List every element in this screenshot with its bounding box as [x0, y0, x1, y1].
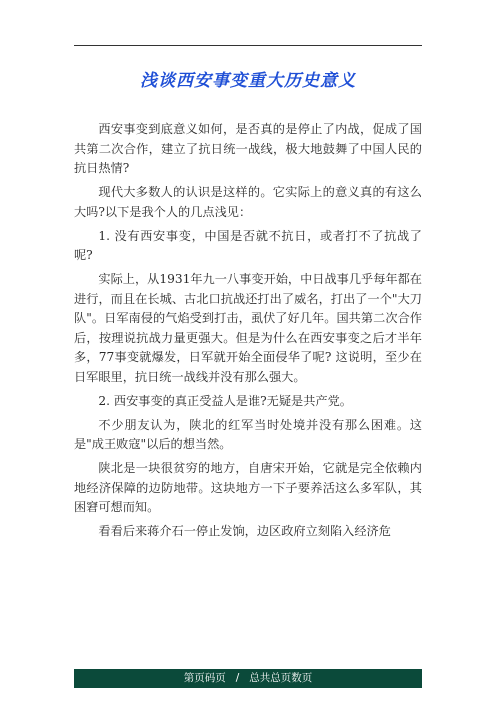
header-rule: [74, 45, 422, 46]
paragraph: 陕北是一块很贫穷的地方，自唐宋开始，它就是完全依赖内地经济保障的边防地带。这块地方一下子要养活这么多军队，其困窘可想而知。: [74, 461, 422, 514]
footer-page-number: 第页码页: [183, 672, 226, 684]
paragraph: 1. 没有西安事变，中国是否就不抗日，或者打不了抗战了呢?: [74, 228, 422, 262]
footer-total-pages: 总共总页数页: [249, 672, 313, 684]
paragraph: 实际上，从1931年九一八事变开始，中日战事几乎每年都在进行，而且在长城、古北口抗战还打出了威名，打出了一个"大刀队"。日军南侵的气焰受到打击，虱伏了好几年。国共第二次合作后，按理说抗战力量更强大。但是为什么在西安事变之后才半年多，77事变就爆发，日军就开始全面侵华了呢? 这说明，至少在日军眼里，抗日统一战线并没有那么强大。: [74, 272, 422, 384]
document-title: 浅谈西安事变重大历史意义: [140, 71, 356, 91]
paragraph: 不少朋友认为，陕北的红军当时处境并没有那么困难。这是"成王败寇"以后的想当然。: [74, 417, 422, 451]
document-body: [74, 120, 422, 546]
page-footer: [74, 669, 422, 688]
paragraph: 西安事变到底意义如何，是否真的是停止了内战，促成了国共第二次合作，建立了抗日统一战线，极大地鼓舞了中国人民的抗日热情?: [74, 122, 422, 175]
paragraph: 看看后来蒋介石一停止发饷，边区政府立刻陷入经济危: [98, 524, 391, 538]
paragraph: 现代大多数人的认识是这样的。它实际上的意义真的有这么大吗?以下是我个人的几点浅见：: [74, 185, 422, 219]
paragraph: 2. 西安事变的真正受益人是谁?无疑是共产党。: [98, 393, 352, 408]
footer-separator: /: [235, 672, 240, 684]
